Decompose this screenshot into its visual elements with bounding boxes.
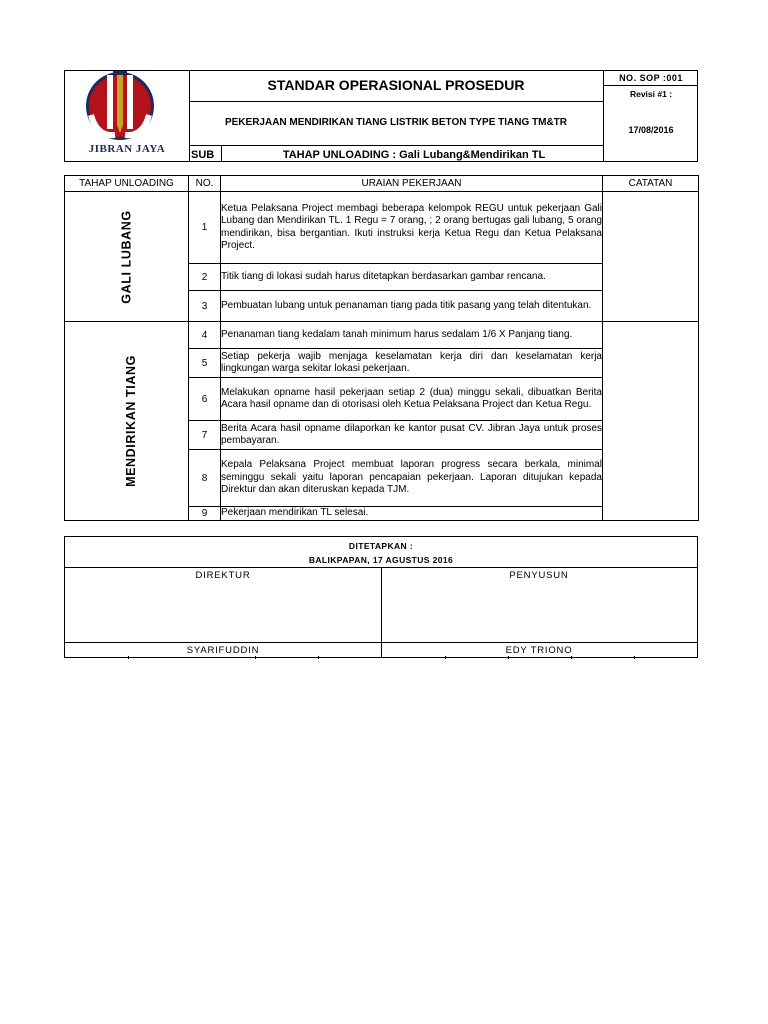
row-number: 7 [189, 421, 221, 450]
left-signatory-name: SYARIFUDDIN [186, 645, 260, 656]
row-description: Pembuatan lubang untuk penanaman tiang pada titik pasang yang telah ditentukan. [221, 291, 603, 322]
row-description: Ketua Pelaksana Project membagi beberapa kelompok REGU untuk pekerjaan Gali Lubang dan Mendirikan TL. 1 Regu = 7 orang, ; 2 orang bertugas gali lubang, 5 orang mendirikan, bisa bergantian. Ikuti instruksi kerja Ketua Regu dan Ketua Pelaksana Project. [221, 192, 603, 264]
notes-cell [603, 192, 699, 322]
header-center [189, 71, 603, 161]
col-header-stage: TAHAP UNLOADING [65, 176, 189, 192]
divider [604, 85, 698, 86]
divider [128, 656, 129, 659]
row-number: 6 [189, 378, 221, 421]
stage-label: GALI LUBANG [119, 209, 134, 304]
col-header-description: URAIAN PEKERJAAN [221, 176, 603, 192]
sop-header [64, 70, 698, 162]
col-header-notes: CATATAN [603, 176, 699, 192]
header-meta [603, 71, 698, 161]
divider [65, 642, 697, 643]
divider [318, 656, 319, 659]
revision: Revisi #1 : [629, 89, 673, 99]
divider [189, 101, 603, 102]
ditetapkan-label: DITETAPKAN : [348, 541, 414, 551]
left-role: DIREKTUR [195, 570, 251, 581]
row-number: 5 [189, 349, 221, 378]
row-number: 4 [189, 322, 221, 349]
right-role: PENYUSUN [509, 570, 569, 581]
divider [571, 656, 572, 659]
stage-label: MENDIRIKAN TIANG [123, 355, 138, 487]
divider [445, 656, 446, 659]
logo-cell [65, 71, 190, 161]
signature-block [64, 536, 698, 658]
notes-cell [603, 322, 699, 521]
document-subtitle: PEKERJAAN MENDIRIKAN TIANG LISTRIK BETON TYPE TIANG TM&TR [224, 117, 568, 128]
row-number: 3 [189, 291, 221, 322]
row-number: 2 [189, 264, 221, 291]
row-description: Berita Acara hasil opname dilaporkan ke kantor pusat CV. Jibran Jaya untuk proses pembayaran. [221, 421, 603, 450]
divider [189, 145, 603, 146]
row-description: Penanaman tiang kedalam tanah minimum harus sedalam 1/6 X Panjang tiang. [221, 322, 603, 349]
stage-cell-gali-lubang [65, 192, 189, 322]
sub-text: TAHAP UNLOADING : Gali Lubang&Mendirikan TL [282, 149, 546, 161]
procedure-table [64, 175, 699, 521]
row-number: 9 [189, 507, 221, 521]
place-date: BALIKPAPAN, 17 AGUSTUS 2016 [308, 555, 454, 565]
table-row [65, 192, 699, 264]
row-description: Pekerjaan mendirikan TL selesai. [221, 507, 603, 521]
table-row [65, 322, 699, 349]
divider [634, 656, 635, 659]
row-description: Setiap pekerja wajib menjaga keselamatan kerja diri dan keselamatan kerja lingkungan warga sekitar lokasi pekerjaan. [221, 349, 603, 378]
sop-number: NO. SOP :001 [619, 73, 683, 83]
stage-cell-mendirikan-tiang [65, 322, 189, 521]
right-signatory-name: EDY TRIONO [505, 645, 573, 656]
divider [508, 656, 509, 659]
logo-text: JIBRAN JAYA [88, 143, 166, 155]
divider [255, 656, 256, 659]
row-number: 1 [189, 192, 221, 264]
col-header-no: NO. [189, 176, 221, 192]
sub-label: SUB [191, 149, 215, 161]
divider [221, 146, 222, 161]
table-header-row [65, 176, 699, 192]
row-description: Melakukan opname hasil pekerjaan setiap 2 (dua) minggu sekali, dibuatkan Berita Acara hasil opname dan di otorisasi oleh Ketua Pelaksana Project dan Ketua Regu. [221, 378, 603, 421]
sop-date: 17/08/2016 [628, 125, 674, 135]
row-description: Titik tiang di lokasi sudah harus ditetapkan berdasarkan gambar rencana. [221, 264, 603, 291]
row-description: Kepala Pelaksana Project membuat laporan progress secara berkala, minimal seminggu sekali yaitu laporan pencapaian pekerjaan. Laporan ditujukan kepada Direktur dan akan diteruskan kepada TJM. [221, 450, 603, 507]
document-title: STANDAR OPERASIONAL PROSEDUR [267, 77, 525, 93]
row-number: 8 [189, 450, 221, 507]
